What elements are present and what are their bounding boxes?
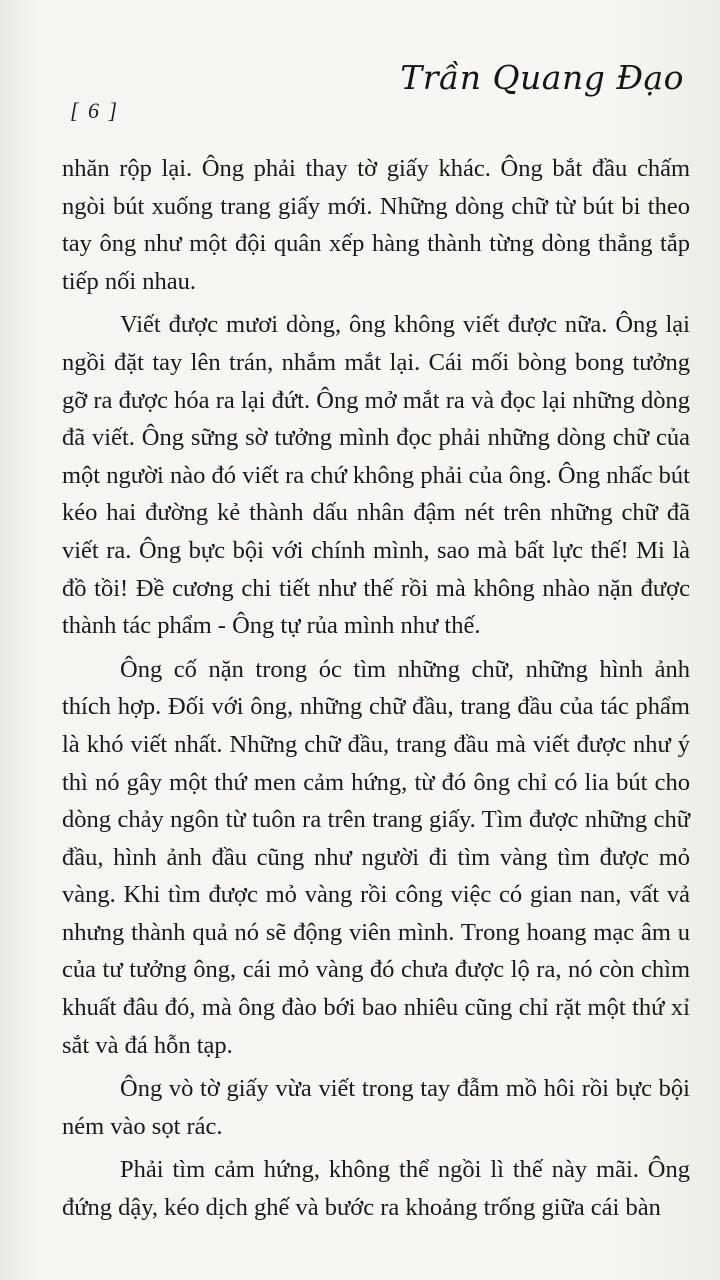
- paragraph: Ông cố nặn trong óc tìm những chữ, những hình ảnh thích hợp. Đối với ông, những chữ đầu, trang đầu của tác phẩm là khó viết nhất. Những chữ đầu, trang đầu mà viết được như ý thì nó gây một thứ men cảm hứng, từ đó ông chỉ có lia bút cho dòng chảy ngôn từ tuôn ra trên trang giấy. Tìm được những chữ đầu, hình ảnh đầu cũng như người đi tìm vàng tìm được mỏ vàng. Khi tìm được mỏ vàng rồi công việc có gian nan, vất vả nhưng thành quả nó sẽ động viên mình. Trong hoang mạc âm u của tư tưởng ông, cái mỏ vàng đó chưa được lộ ra, nó còn chìm khuất đâu đó, mà ông đào bới bao nhiêu cũng chỉ rặt một thứ xỉ sắt và đá hỗn tạp.: [62, 655, 690, 1059]
- body-text: [62, 150, 690, 1233]
- paragraph: Phải tìm cảm hứng, không thể ngồi lì thế này mãi. Ông đứng dậy, kéo dịch ghế và bước ra khoảng trống giữa cái bàn: [62, 1156, 690, 1222]
- paragraph: Viết được mươi dòng, ông không viết được nữa. Ông lại ngồi đặt tay lên trán, nhắm mắt lại. Cái mối bòng bong tưởng gỡ ra được hóa ra lại đứt. Ông mở mắt ra và đọc lại những dòng đã viết. Ông sững sờ tưởng mình đọc phải những dòng chữ của một người nào đó viết ra chứ không phải của ông. Ông nhấc bút kéo hai đường kẻ thành dấu nhân đậm nét trên những chữ đã viết ra. Ông bực bội với chính mình, sao mà bất lực thế! Mi là đồ tồi! Đề cương chi tiết như thế rồi mà không nhào nặn được thành tác phẩm - Ông tự rủa mình như thế.: [62, 311, 690, 640]
- paragraph: nhăn rộp lại. Ông phải thay tờ giấy khác. Ông bắt đầu chấm ngòi bút xuống trang giấy mới. Những dòng chữ từ bút bi theo tay ông như một đội quân xếp hàng thành từng dòng thẳng tắp tiếp nối nhau.: [62, 155, 690, 295]
- running-header-author: Trần Quang Đạo: [400, 58, 684, 97]
- paragraph: Ông vò tờ giấy vừa viết trong tay đẫm mồ hôi rồi bực bội ném vào sọt rác.: [62, 1075, 690, 1140]
- page-number: [ 6 ]: [70, 98, 120, 123]
